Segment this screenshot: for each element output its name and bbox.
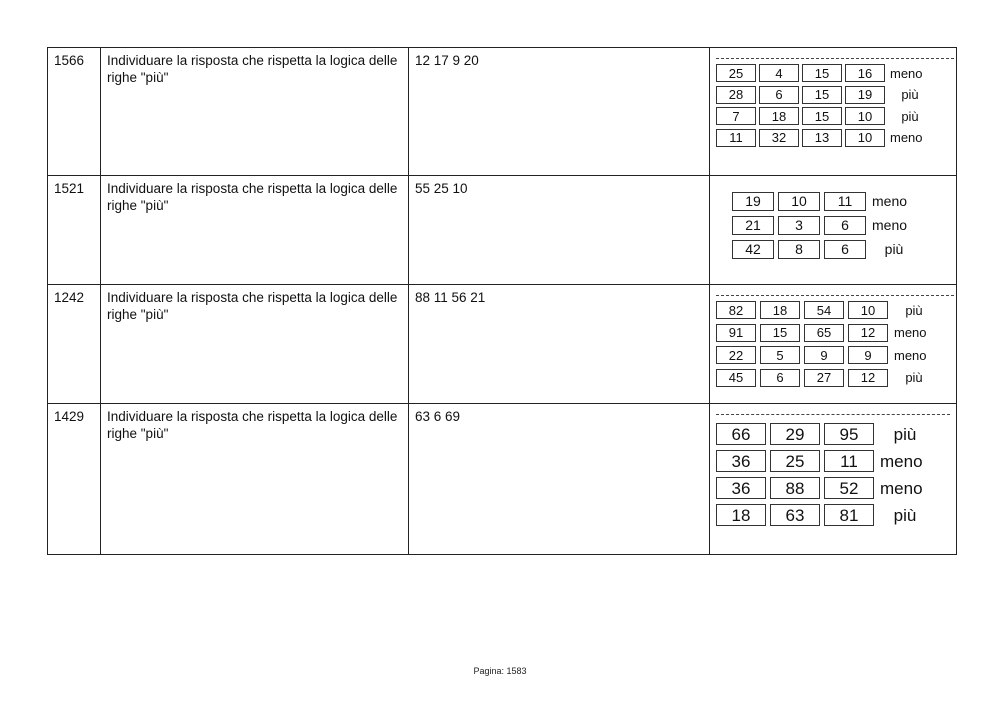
- question-text-cell: [101, 404, 409, 555]
- number-box: 15: [802, 64, 842, 82]
- number-box: 11: [824, 450, 874, 472]
- number-box: 95: [824, 423, 874, 445]
- row-label: meno: [872, 217, 908, 233]
- number-box: 15: [802, 86, 842, 104]
- number-box: 19: [732, 192, 774, 211]
- dashed-separator: [716, 414, 950, 415]
- number-box: 91: [716, 324, 756, 342]
- number-box: 3: [778, 216, 820, 235]
- number-box: 25: [716, 64, 756, 82]
- row-label: meno: [894, 347, 927, 363]
- row-label: meno: [880, 478, 923, 498]
- puzzle-row: [716, 324, 934, 342]
- number-box: 9: [804, 346, 844, 364]
- number-box: 5: [760, 346, 800, 364]
- puzzle-cell: [710, 48, 957, 176]
- question-text: Individuare la risposta che rispetta la logica delle righe "più": [107, 181, 398, 213]
- puzzle-row: [716, 64, 930, 82]
- puzzle-row: [732, 192, 916, 211]
- puzzle-row: [716, 369, 934, 387]
- number-box: 21: [732, 216, 774, 235]
- number-box: 63: [770, 504, 820, 526]
- number-puzzle: [716, 295, 954, 395]
- table-row: [48, 404, 957, 555]
- answer-cell: [409, 176, 710, 285]
- row-label: meno: [880, 451, 923, 471]
- puzzle-row: [716, 107, 930, 125]
- dashed-separator: [716, 295, 954, 296]
- question-text: Individuare la risposta che rispetta la logica delle righe "più": [107, 409, 398, 441]
- question-id: 1566: [54, 53, 85, 68]
- puzzle-row: [716, 477, 930, 499]
- number-box: 16: [845, 64, 885, 82]
- number-box: 6: [759, 86, 799, 104]
- dashed-separator: [716, 58, 954, 59]
- number-box: 18: [760, 301, 800, 319]
- row-label: più: [884, 241, 904, 257]
- question-text-cell: [101, 48, 409, 176]
- number-box: 6: [760, 369, 800, 387]
- question-text-cell: [101, 285, 409, 404]
- number-box: 12: [848, 324, 888, 342]
- number-box: 11: [824, 192, 866, 211]
- puzzle-row: [716, 450, 930, 472]
- number-box: 10: [845, 107, 885, 125]
- row-label: più: [905, 302, 923, 318]
- number-box: 10: [845, 129, 885, 147]
- number-box: 45: [716, 369, 756, 387]
- number-box: 6: [824, 240, 866, 259]
- number-box: 18: [759, 107, 799, 125]
- number-box: 36: [716, 450, 766, 472]
- question-id-cell: [48, 176, 101, 285]
- puzzle-cell: [710, 404, 957, 555]
- answer-cell: [409, 285, 710, 404]
- question-id: 1521: [54, 181, 85, 196]
- questions-table: [47, 47, 957, 555]
- answer-cell: [409, 48, 710, 176]
- number-box: 8: [778, 240, 820, 259]
- number-box: 42: [732, 240, 774, 259]
- row-label: più: [901, 108, 919, 124]
- row-label: più: [893, 505, 917, 525]
- number-box: 36: [716, 477, 766, 499]
- number-box: 15: [760, 324, 800, 342]
- question-id-cell: [48, 48, 101, 176]
- number-box: 6: [824, 216, 866, 235]
- answer-text: 88 11 56 21: [415, 290, 486, 305]
- puzzle-row: [732, 216, 916, 235]
- puzzle-row: [716, 129, 930, 147]
- row-label: meno: [894, 325, 927, 340]
- number-puzzle: [732, 190, 932, 270]
- number-box: 28: [716, 86, 756, 104]
- answer-text: 55 25 10: [415, 181, 468, 196]
- row-label: meno: [890, 130, 923, 145]
- number-box: 52: [824, 477, 874, 499]
- number-box: 9: [848, 346, 888, 364]
- question-id: 1242: [54, 290, 85, 305]
- table-row: [48, 48, 957, 176]
- number-box: 11: [716, 129, 756, 147]
- question-id-cell: [48, 404, 101, 555]
- table-row: [48, 285, 957, 404]
- answer-text: 63 6 69: [415, 409, 461, 424]
- page-footer: Pagina: 1583: [473, 666, 527, 676]
- number-box: 27: [804, 369, 844, 387]
- number-box: 54: [804, 301, 844, 319]
- question-id: 1429: [54, 409, 85, 424]
- question-text: Individuare la risposta che rispetta la logica delle righe "più": [107, 53, 398, 85]
- number-box: 15: [802, 107, 842, 125]
- number-box: 82: [716, 301, 756, 319]
- puzzle-cell: [710, 176, 957, 285]
- puzzle-row: [716, 346, 934, 364]
- number-box: 66: [716, 423, 766, 445]
- answer-text: 12 17 9 20: [415, 53, 479, 68]
- puzzle-row: [732, 240, 916, 259]
- number-box: 7: [716, 107, 756, 125]
- row-label: meno: [890, 65, 923, 81]
- number-box: 19: [845, 86, 885, 104]
- row-label: meno: [872, 193, 908, 209]
- table-row: [48, 176, 957, 285]
- question-text: Individuare la risposta che rispetta la logica delle righe "più": [107, 290, 398, 322]
- number-box: 22: [716, 346, 756, 364]
- row-label: più: [905, 370, 923, 385]
- puzzle-row: [716, 86, 930, 104]
- number-box: 65: [804, 324, 844, 342]
- number-box: 13: [802, 129, 842, 147]
- number-box: 88: [770, 477, 820, 499]
- puzzle-row: [716, 301, 934, 319]
- puzzle-row: [716, 423, 930, 445]
- number-puzzle: [716, 58, 954, 158]
- number-box: 29: [770, 423, 820, 445]
- number-box: 10: [848, 301, 888, 319]
- number-box: 10: [778, 192, 820, 211]
- number-box: 81: [824, 504, 874, 526]
- number-box: 18: [716, 504, 766, 526]
- row-label: più: [893, 424, 917, 444]
- answer-cell: [409, 404, 710, 555]
- number-box: 32: [759, 129, 799, 147]
- puzzle-row: [716, 504, 930, 526]
- puzzle-cell: [710, 285, 957, 404]
- number-puzzle: [716, 414, 950, 544]
- number-box: 12: [848, 369, 888, 387]
- number-box: 4: [759, 64, 799, 82]
- row-label: più: [901, 87, 919, 102]
- question-id-cell: [48, 285, 101, 404]
- number-box: 25: [770, 450, 820, 472]
- question-text-cell: [101, 176, 409, 285]
